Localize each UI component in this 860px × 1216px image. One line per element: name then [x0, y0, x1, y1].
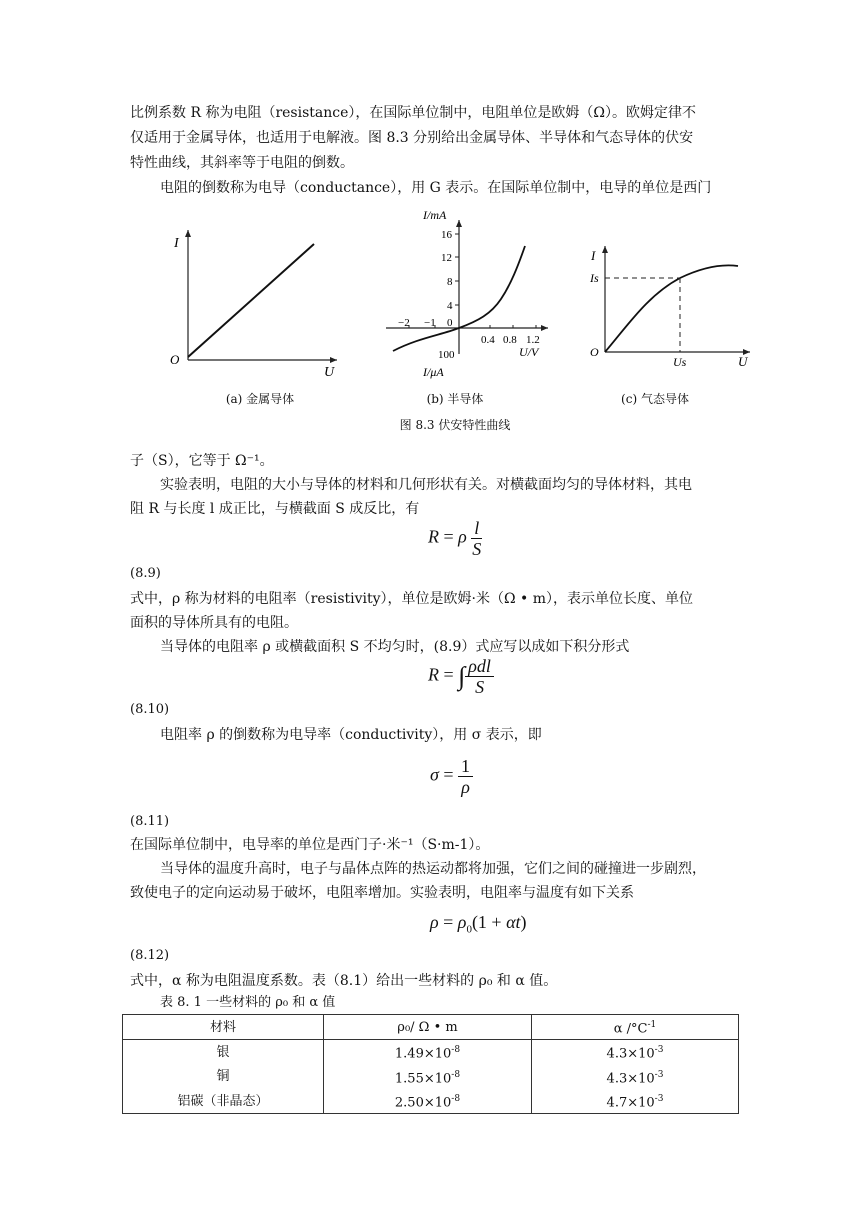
- paragraph-line: 当导体的电阻率 ρ 或横截面积 S 不均匀时，(8.9）式应写以成如下积分形式: [160, 639, 630, 655]
- x-tick: −2: [398, 317, 410, 329]
- paragraph-line: 实验表明，电阻的大小与导体的材料和几何形状有关。对横截面均匀的导体材料，其电: [160, 477, 692, 493]
- origin-label: O: [170, 352, 180, 367]
- x-tick: 1.2: [526, 334, 540, 346]
- table-title: 表 8. 1 一些材料的 ρ₀ 和 α 值: [160, 995, 336, 1010]
- formula-conductivity: σ = $\frac{1}{\rho}$: [430, 756, 473, 797]
- cell-rho: $2.50\times 10^{-8}$: [324, 1089, 532, 1114]
- x-tick: 0.8: [503, 334, 517, 346]
- cell-alpha: $4.3\times 10^{-3}$: [532, 1040, 739, 1065]
- table-row: [123, 1065, 739, 1089]
- paragraph-line: 电阻的倒数称为电导（conductance），用 G 表示。在国际单位制中，电导的单位是西门: [160, 180, 712, 196]
- axis-label-i-ua: I/μA: [423, 365, 444, 379]
- paragraph-line: 式中，α 称为电阻温度系数。表（8.1）给出一些材料的 ρ₀ 和 α 值。: [130, 973, 558, 989]
- y-tick: 12: [441, 252, 452, 264]
- paragraph-line: 面积的导体所具有的电阻。: [130, 615, 298, 631]
- formula-resistance-integral: R = ∫ $\frac{\text{ρdl}}{S}$: [428, 656, 494, 697]
- equation-number: (8.10): [130, 702, 170, 717]
- caption-c: (c) 气态导体: [621, 392, 689, 406]
- paragraph-line: 子（S），它等于 Ω⁻¹。: [130, 453, 274, 469]
- y-tick: 16: [441, 229, 452, 241]
- y-tick: 4: [447, 300, 453, 312]
- axis-label-i: I: [591, 248, 596, 263]
- cell-alpha: $4.7\times 10^{-3}$: [532, 1089, 739, 1114]
- x-tick: −1: [424, 317, 436, 329]
- paragraph-line: 当导体的温度升高时，电子与晶体点阵的热运动都将加强，它们之间的碰撞进一步剧烈，: [160, 861, 706, 877]
- formula-temperature: $\rho = \rho_0(1 + \alpha t)$: [430, 912, 527, 936]
- cell-alpha: $4.3\times 10^{-3}$: [532, 1065, 739, 1089]
- table-header-row: [123, 1015, 739, 1040]
- material-table: [122, 1014, 739, 1114]
- axis-label-u: U: [738, 354, 748, 369]
- axis-label-i: I: [174, 236, 179, 251]
- paragraph-line: 特性曲线，其斜率等于电阻的倒数。: [130, 155, 354, 171]
- y-tick: 8: [447, 276, 453, 288]
- axis-label-i-ma: I/mA: [423, 208, 447, 222]
- figure-title: 图 8.3 伏安特性曲线: [399, 418, 511, 432]
- chart-gas-conductor: [588, 240, 758, 372]
- y-neg-tick: 100: [438, 349, 455, 361]
- chart-metal-conductor: [162, 222, 342, 382]
- metal-iv-line: [188, 244, 314, 357]
- saturation-voltage-label: Us: [673, 355, 687, 369]
- paragraph-line: 仅适用于金属导体，也适用于电解液。图 8.3 分别给出金属导体、半导体和气态导体的伏安: [130, 130, 694, 146]
- cell-rho: $1.55\times 10^{-8}$: [324, 1065, 532, 1089]
- origin-label: O: [590, 345, 599, 359]
- caption-b: (b) 半导体: [426, 392, 484, 406]
- y-tick: 0: [447, 317, 453, 329]
- paragraph-line: 在国际单位制中，电导率的单位是西门子·米⁻¹（S·m-1）。: [130, 837, 490, 853]
- axis-label-u-v: U/V: [519, 345, 539, 359]
- equation-number: (8.9): [130, 566, 161, 581]
- saturation-current-label: Is: [590, 271, 599, 285]
- cell-material: 银: [123, 1040, 324, 1065]
- table-row: [123, 1089, 739, 1114]
- paragraph-line: 阻 R 与长度 l 成正比，与横截面 S 成反比，有: [130, 501, 420, 517]
- equation-number: (8.12): [130, 948, 170, 963]
- chart-semiconductor: [383, 204, 553, 382]
- caption-a: (a) 金属导体: [225, 392, 295, 406]
- header-rho: ρ₀/ Ω • m: [324, 1015, 532, 1040]
- equation-number: (8.11): [130, 814, 170, 829]
- paragraph-line: 比例系数 R 称为电阻（resistance），在国际单位制中，电阻单位是欧姆（Ω）。欧姆定律不: [130, 105, 696, 121]
- cell-material: 铜: [123, 1065, 324, 1089]
- paragraph-line: 致使电子的定向运动易于破坏，电阻率增加。实验表明，电阻率与温度有如下关系: [130, 885, 634, 901]
- table-row: [123, 1040, 739, 1065]
- cell-rho: $1.49\times 10^{-8}$: [324, 1040, 532, 1065]
- axis-label-u: U: [324, 365, 335, 380]
- paragraph-line: 式中，ρ 称为材料的电阻率（resistivity），单位是欧姆·米（Ω • m），表示单位长度、单位: [130, 591, 694, 607]
- header-material: 材料: [123, 1015, 324, 1040]
- header-alpha: α $/^\circ C^{-1}$: [532, 1015, 739, 1040]
- paragraph-line: 电阻率 ρ 的倒数称为电导率（conductivity），用 σ 表示，即: [160, 727, 542, 743]
- cell-material: 铝碳（非晶态）: [123, 1089, 324, 1114]
- x-tick: 0.4: [481, 334, 495, 346]
- formula-resistance: R = ρ $\frac{l}{S}$: [428, 518, 482, 559]
